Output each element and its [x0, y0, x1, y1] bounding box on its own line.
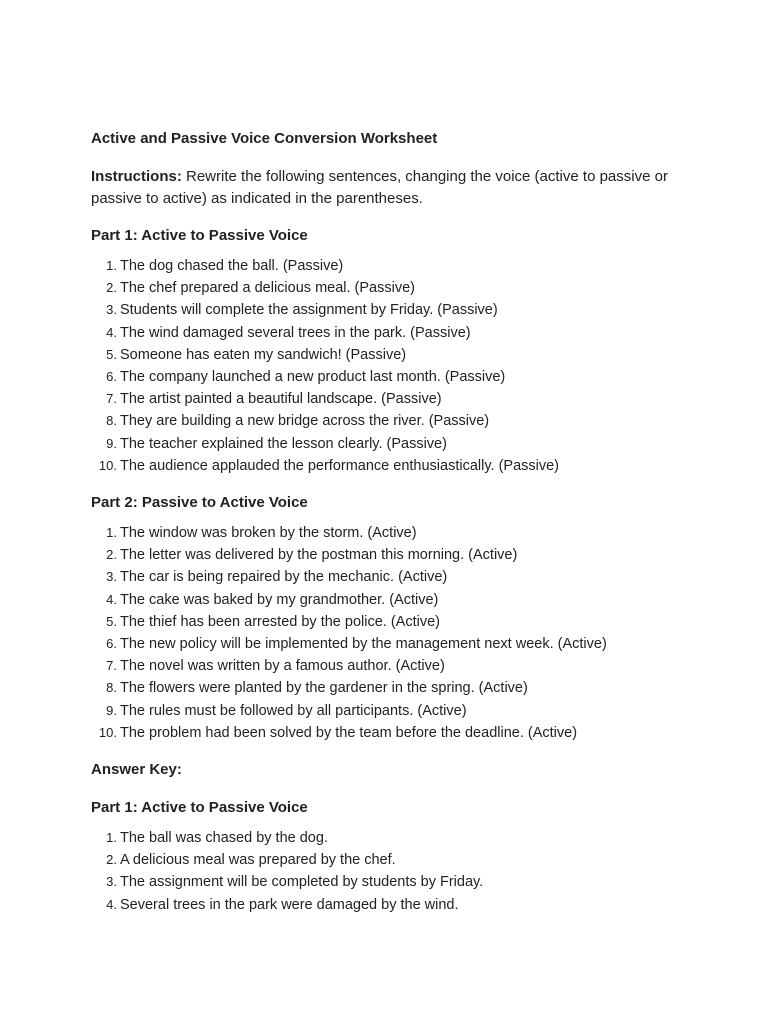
- list-item-text: The assignment will be completed by students by Friday.: [120, 874, 484, 891]
- list-item-text: The teacher explained the lesson clearly. (Passive): [120, 435, 447, 452]
- list-item-number: 5.: [106, 613, 117, 629]
- list-item: [91, 611, 691, 633]
- list-item-number: 5.: [106, 346, 117, 362]
- list-item: [91, 455, 691, 477]
- list-item-number: 7.: [106, 391, 117, 407]
- list-item-number: 3.: [106, 302, 117, 318]
- list-item-text: Students will complete the assignment by Friday. (Passive): [120, 302, 498, 319]
- list-item-number: 7.: [106, 658, 117, 674]
- answer-key-part1-list: [91, 827, 691, 916]
- list-item-text: The dog chased the ball. (Passive): [120, 258, 344, 274]
- list-item-number: 10.: [98, 724, 117, 740]
- list-item-text: Someone has eaten my sandwich! (Passive): [120, 346, 407, 363]
- list-item: [91, 277, 691, 299]
- part2-list: [91, 522, 691, 744]
- list-item: [91, 344, 691, 366]
- list-item: [91, 433, 691, 455]
- list-item-number: 4.: [106, 324, 117, 340]
- list-item-number: 6.: [106, 369, 117, 385]
- list-item-number: 4.: [106, 896, 117, 912]
- list-item-text: The novel was written by a famous author. (Active): [120, 658, 445, 675]
- list-item-text: The letter was delivered by the postman this morning. (Active): [120, 547, 518, 564]
- list-item: [91, 871, 691, 893]
- list-item: [91, 299, 691, 321]
- worksheet-page: [91, 128, 691, 931]
- list-item: [91, 827, 691, 849]
- list-item: [91, 589, 691, 611]
- list-item: [91, 410, 691, 432]
- list-item-text: The problem had been solved by the team before the deadline. (Active): [120, 724, 578, 741]
- list-item-number: 1.: [106, 258, 117, 273]
- list-item: [91, 522, 691, 544]
- list-item-number: 4.: [106, 591, 117, 607]
- list-item: [91, 633, 691, 655]
- instructions-text: Rewrite the following sentences, changing the voice (active to passive or passive to active) as indicated in the parentheses.: [91, 168, 668, 207]
- list-item-text: A delicious meal was prepared by the chef.: [120, 852, 396, 869]
- part1-list: [91, 255, 691, 477]
- list-item-number: 1.: [106, 830, 117, 846]
- instructions-lead: Instructions:: [91, 168, 182, 185]
- list-item: [91, 849, 691, 871]
- list-item-number: 1.: [106, 525, 117, 541]
- list-item-number: 10.: [98, 457, 117, 473]
- list-item: [91, 388, 691, 410]
- list-item: [91, 722, 691, 744]
- instructions-paragraph: [91, 166, 691, 210]
- list-item-number: 8.: [106, 413, 117, 429]
- list-item-number: 9.: [106, 435, 117, 451]
- list-item-text: The company launched a new product last month. (Passive): [120, 369, 506, 386]
- list-item-text: The artist painted a beautiful landscape. (Passive): [120, 391, 442, 408]
- worksheet-title: Active and Passive Voice Conversion Worksheet: [91, 130, 438, 147]
- list-item-number: 9.: [106, 702, 117, 718]
- list-item-number: 3.: [106, 874, 117, 890]
- list-item: [91, 894, 691, 916]
- list-item: [91, 255, 691, 277]
- list-item-text: The new policy will be implemented by the management next week. (Active): [120, 636, 607, 653]
- list-item: [91, 322, 691, 344]
- list-item-number: 2.: [106, 547, 117, 563]
- list-item: [91, 566, 691, 588]
- answer-key-heading: Answer Key:: [91, 761, 182, 779]
- list-item-text: The cake was baked by my grandmother. (Active): [120, 591, 439, 608]
- answer-key-part1-heading: Part 1: Active to Passive Voice: [91, 799, 308, 817]
- list-item-text: The rules must be followed by all participants. (Active): [120, 702, 467, 719]
- list-item-text: The ball was chased by the dog.: [120, 830, 328, 847]
- list-item-text: The flowers were planted by the gardener in the spring. (Active): [120, 680, 528, 697]
- list-item: [91, 366, 691, 388]
- list-item-text: The audience applauded the performance enthusiastically. (Passive): [120, 457, 560, 474]
- list-item-text: The chef prepared a delicious meal. (Passive): [120, 280, 415, 297]
- part2-heading: Part 2: Passive to Active Voice: [91, 494, 308, 512]
- list-item-number: 3.: [106, 569, 117, 585]
- list-item-text: They are building a new bridge across the river. (Passive): [120, 413, 490, 430]
- list-item: [91, 677, 691, 699]
- list-item-text: The wind damaged several trees in the park. (Passive): [120, 324, 471, 341]
- list-item: [91, 700, 691, 722]
- list-item-text: The thief has been arrested by the police. (Active): [120, 613, 440, 630]
- part1-heading: Part 1: Active to Passive Voice: [91, 227, 308, 244]
- list-item: [91, 655, 691, 677]
- list-item-number: 2.: [106, 280, 117, 296]
- list-item-text: The window was broken by the storm. (Active): [120, 525, 417, 542]
- list-item-text: Several trees in the park were damaged by the wind.: [120, 896, 459, 913]
- list-item-text: The car is being repaired by the mechanic. (Active): [120, 569, 448, 586]
- list-item-number: 8.: [106, 680, 117, 696]
- list-item-number: 6.: [106, 636, 117, 652]
- list-item: [91, 544, 691, 566]
- list-item-number: 2.: [106, 852, 117, 868]
